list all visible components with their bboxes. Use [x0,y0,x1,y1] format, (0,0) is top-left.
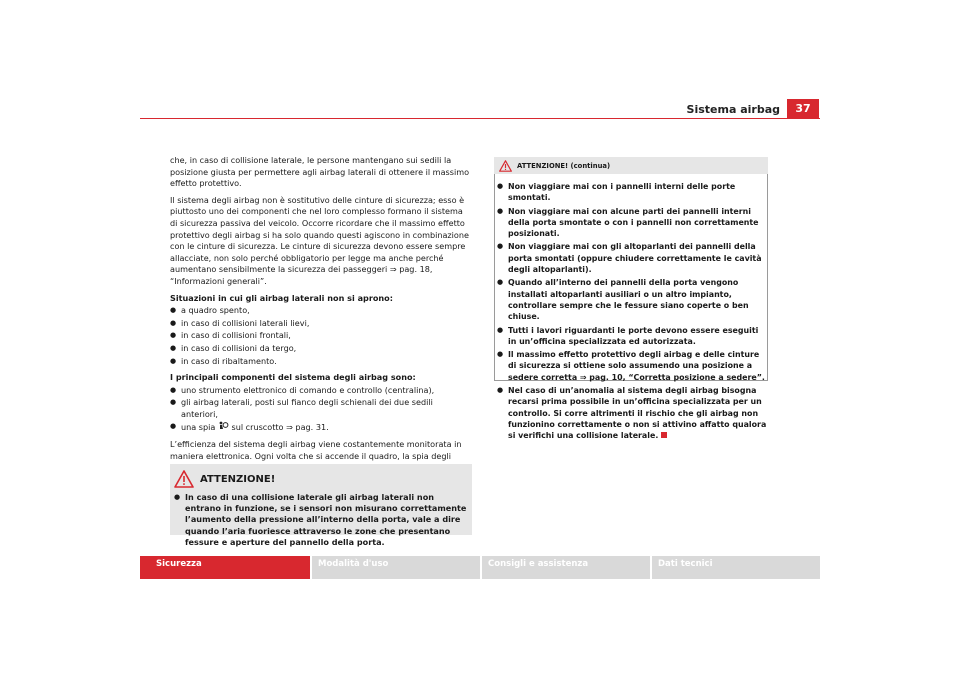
list-item-text: Nel caso di un’anomalia al sistema degli airbag bisogna recarsi prima possibile in un’officina specializzata per un controllo. Si corre altrimenti il rischio che gli airbag non funzionino correttamente o non si attivino affatto qualora si verifichi una collisione laterale. [508,386,767,441]
list-item [170,421,472,434]
left-column [170,155,472,479]
footer-tab-label: Consigli e assistenza [488,559,589,569]
spia-text-before: una spia [181,422,216,433]
list-item: ● in caso di ribaltamento. [170,356,472,368]
warning-continued-list-wrap [497,181,767,447]
list-item: ● a quadro spento, [170,305,472,317]
warning-header [174,468,467,490]
situations-list [170,305,472,367]
list-item: ● in caso di collisioni da tergo, [170,343,472,355]
warning-continued-list [497,181,767,442]
paragraph: Il sistema degli airbag non è sostitutivo delle cinture di sicurezza; esso è piuttosto uno dei componenti che nel loro complesso formano il sistema di sicurezza passiva del veicolo. Occorre ricordare che il massimo effetto protettivo degli airbag si ha solo quando questi agiscono in combinazione con le cinture di sicurezza. Le cinture di sicurezza devono essere sempre allacciate, non solo perché obbligatorio per legge ma anche perché aumentano sensibilmente la sicurezza dei passeggeri ⇒ pag. 18, “Informazioni generali”. [170,194,469,286]
list-item: ● In caso di una collisione laterale gli airbag laterali non entrano in funzione, se i sensori non misurano correttamente l’aumento della pressione all’interno della porta, vale a dire quando l’aria fuoriesce attraverso le zone che presentano fessure e aperture del pannello della porta. [174,492,467,548]
warning-triangle-icon [174,470,194,488]
page-number: 37 [787,99,819,118]
list-item [497,385,767,441]
components-heading: I principali componenti del sistema degli airbag sono: [170,372,416,383]
warning-continued-title: ATTENZIONE! (continua) [517,161,611,170]
header-title: Sistema airbag [686,103,780,116]
list-item: ● in caso di collisioni laterali lievi, [170,318,472,330]
paragraph: che, in caso di collisione laterale, le persone mantengano sui sedili la posizione giusta per permettere agli airbag laterali di ottenere il massimo effetto protettivo. [170,155,470,189]
situations-heading: Situazioni in cui gli airbag laterali non si aprono: [170,292,393,303]
footer-tab-label: Sicurezza [156,559,202,569]
warning-box [170,464,472,547]
warning-title: ATTENZIONE! [200,473,276,485]
warning-continued-header [494,157,768,174]
footer-tab-sicurezza[interactable] [140,556,310,579]
list-item: ● gli airbag laterali, posti sul fianco degli schienali dei due sedili anteriori, [170,397,472,420]
list-item: ● uno strumento elettronico di comando e controllo (centralina), [170,385,472,397]
list-item: ● Non viaggiare mai con alcune parti dei pannelli interni della porta smontate o con i pannelli non correttamente posizionati. [497,206,767,240]
paragraph: L’efficienza del sistema degli airbag viene costantemente monitorata in maniera elettronica. Ogni volta che si accende il quadro, la spia degli [170,439,462,461]
list-item: ● Quando all’interno dei pannelli della porta vengono installati altoparlanti ausiliari o un altro impianto, controllare sempre che le fessure siano coperte o ben chiuse. [497,277,767,322]
list-item: ● in caso di collisioni frontali, [170,330,472,342]
airbag-lamp-icon [218,421,229,431]
list-item: ● Non viaggiare mai con gli altoparlanti dei pannelli della porta smontati (oppure chiudere correttamente le cavità degli altoparlanti). [497,241,767,275]
footer-tab-label: Dati tecnici [658,559,713,569]
footer-tab-label: Modalità d'uso [318,559,389,569]
footer-tab-dati-tecnici[interactable] [652,556,820,579]
end-marker-icon [661,432,667,438]
list-item: ● Non viaggiare mai con i pannelli interni delle porte smontati. [497,181,767,204]
header-rule [140,118,820,119]
footer-tab-consigli-assistenza[interactable] [482,556,650,579]
footer-tab-modalita-uso[interactable] [312,556,480,579]
components-list [170,385,472,434]
list-item: ● Il massimo effetto protettivo degli airbag e delle cinture di sicurezza si ottiene solo assumendo una posizione a sedere corretta ⇒ pag. 10, “Corretta posizione a sedere”. [497,349,767,383]
warning-list [174,492,467,548]
list-item: ● Tutti i lavori riguardanti le porte devono essere eseguiti in un’officina specializzata ed autorizzata. [497,325,767,348]
warning-triangle-icon [499,160,512,172]
spia-text-after: sul cruscotto ⇒ pag. 31. [231,422,329,433]
